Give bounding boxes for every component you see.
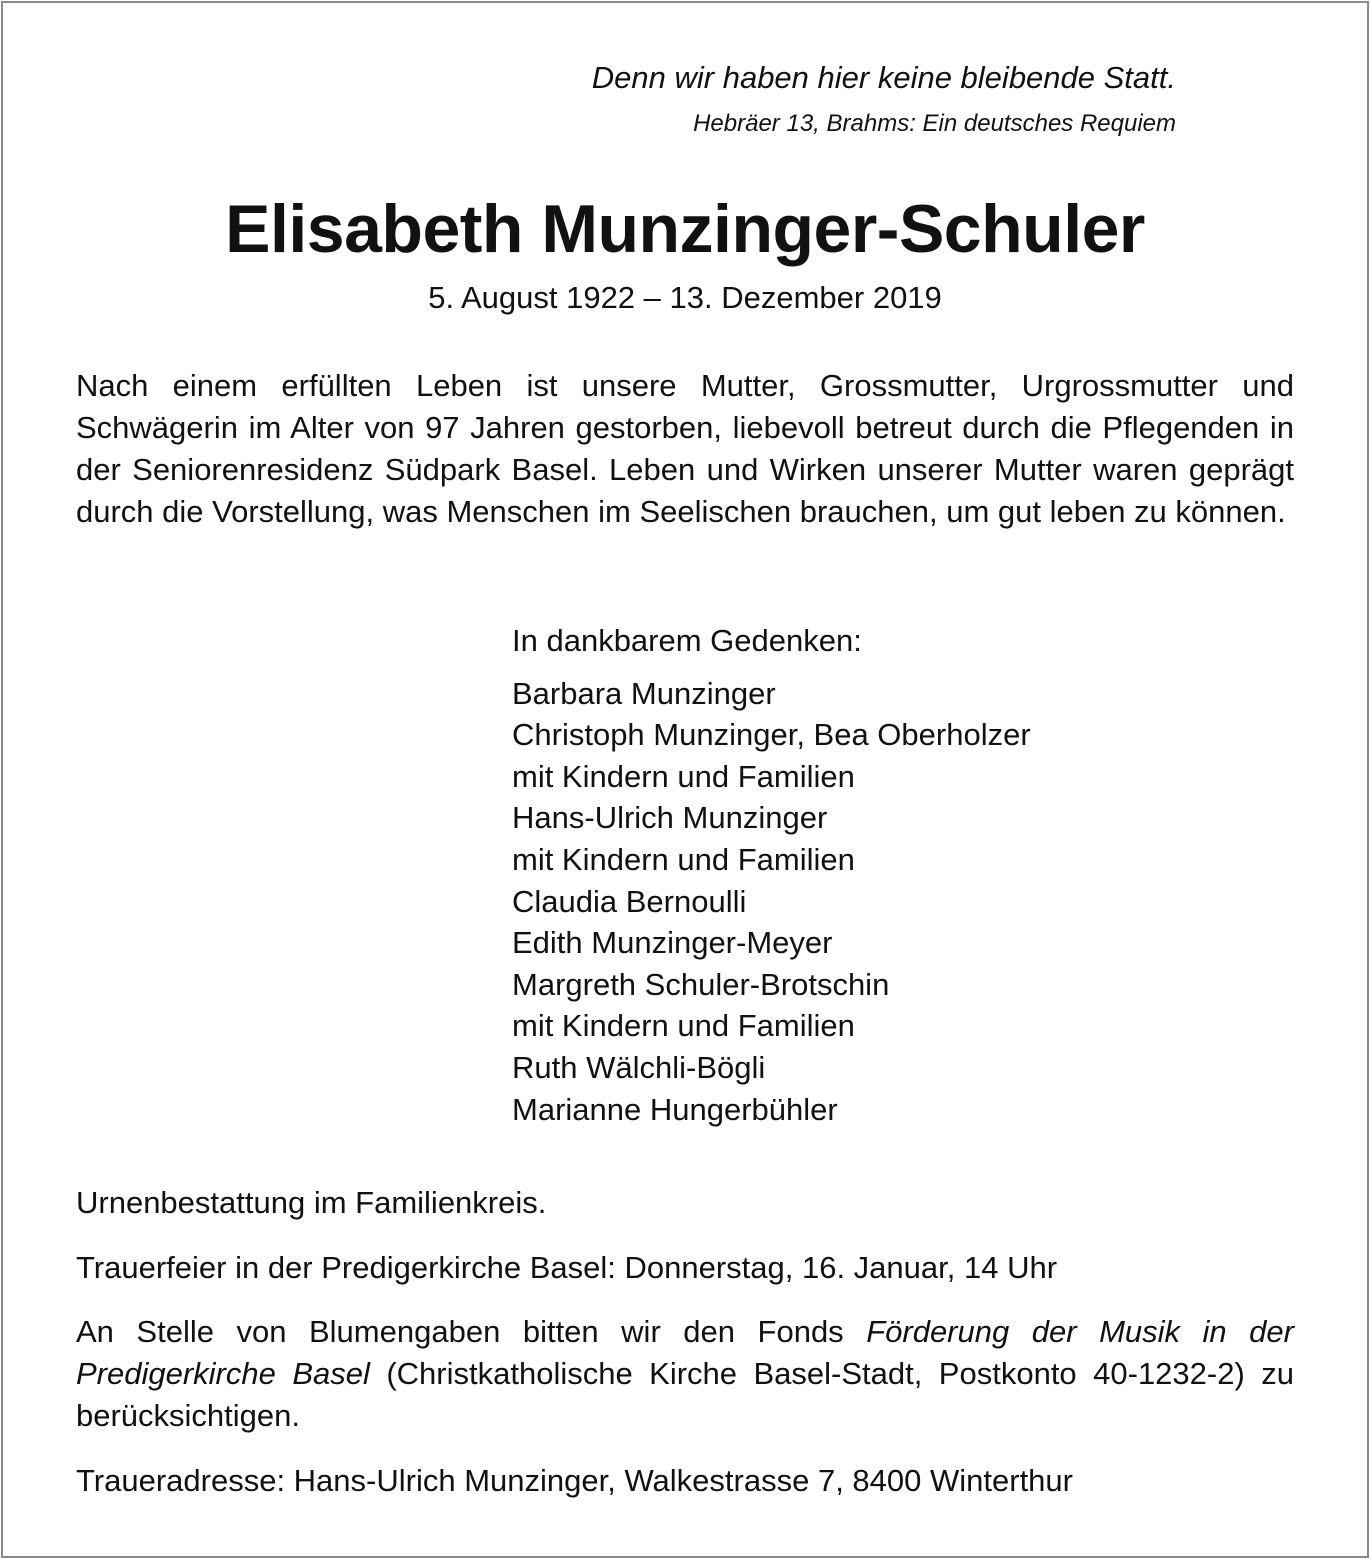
mourner-line: Christoph Munzinger, Bea Oberholzer [512, 717, 1031, 753]
mourning-address: Traueradresse: Hans-Ulrich Munzinger, Walkestrasse 7, 8400 Winterthur [76, 1463, 1073, 1498]
donation-after: (Christkatholische Kirche Basel-Stadt, Postkonto 40-1232-2) zu berücksichtigen. [76, 1356, 1294, 1433]
mourners-heading: In dankbarem Gedenken: [512, 623, 862, 658]
mourner-line: mit Kindern und Familien [512, 841, 855, 877]
mourner-line: Hans-Ulrich Munzinger [512, 800, 828, 836]
mourner-line: mit Kindern und Familien [512, 758, 855, 794]
intro-paragraph: Nach einem erfüllten Leben ist unsere Mutter, Grossmutter, Urgrossmutter und Schwägerin im Alter von 97 Jahren gestorben, liebevoll betreut durch die Pflegenden in der Seniorenresidenz Südpark Basel. Leben und Wirken unserer Mutter waren geprägt durch die Vorstellung, was Menschen im Seelischen brauchen, um gut leben zu können. [76, 368, 1294, 529]
donation-note [76, 1311, 1294, 1437]
mourner-line: Marianne Hungerbühler [512, 1091, 838, 1127]
mourners-list [512, 620, 1031, 1130]
mourner-line: Edith Munzinger-Meyer [512, 925, 833, 961]
mourner-line: Barbara Munzinger [512, 675, 776, 711]
donation-before: An Stelle von Blumengaben bitten wir den Fonds [76, 1314, 867, 1349]
mourner-line: Ruth Wälchli-Bögli [512, 1049, 766, 1085]
mourner-line: Margreth Schuler-Brotschin [512, 966, 890, 1002]
deceased-name: Elisabeth Munzinger-Schuler [225, 191, 1145, 267]
burial-note: Urnenbestattung im Familienkreis. [76, 1185, 547, 1220]
life-dates: 5. August 1922 – 13. Dezember 2019 [428, 280, 942, 315]
service-note: Trauerfeier in der Predigerkirche Basel: Donnerstag, 16. Januar, 14 Uhr [76, 1250, 1058, 1285]
epigraph-source: Hebräer 13, Brahms: Ein deutsches Requiem [693, 110, 1176, 137]
mourner-line: mit Kindern und Familien [512, 1008, 855, 1044]
mourner-line: Claudia Bernoulli [512, 883, 747, 919]
donation-fund: Förderung der Musik in der Predigerkirche Basel [76, 1314, 1294, 1391]
epigraph-quote: Denn wir haben hier keine bleibende Statt. [591, 60, 1176, 95]
